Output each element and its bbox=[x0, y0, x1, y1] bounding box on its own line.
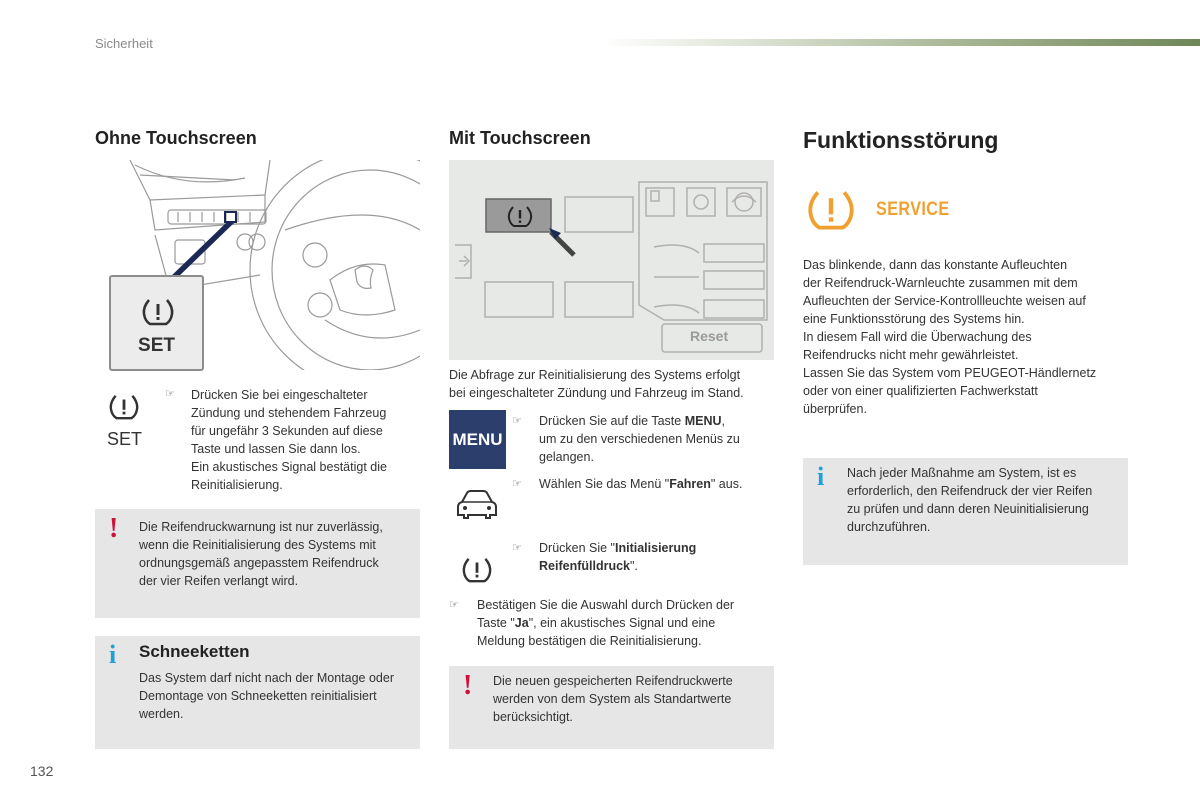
warning-icon: ! bbox=[463, 670, 473, 701]
middle-intro-text: Die Abfrage zur Reinitialisierung des Systems erfolgt bei eingeschalteter Zündung und Fahrzeug im Stand. bbox=[449, 368, 744, 400]
right-paragraph: Das blinkende, dann das konstante Aufleuchten der Reifendruck-Warnleuchte zusammen mit dem Aufleuchten der Service-Kontrollleuchte weisen auf eine Funktionsstörung des Systems hin. In diesem Fall wird die Überwachung des Reifendrucks nicht mehr gewährleistet. Lassen Sie das System vom PEUGEOT-Händlernetz oder von einer qualifizierten Fachwerkstatt überprüfen. bbox=[803, 258, 1097, 416]
tire-pressure-warning-icon bbox=[806, 188, 856, 237]
left-column-title: Ohne Touchscreen bbox=[95, 128, 257, 148]
right-info-text: Nach jeder Maßnahme am System, ist es erforderlich, den Reifendruck der vier Reifen zu prüfen und dann deren Neuinitialisierung durchzuführen. bbox=[847, 466, 1093, 534]
car-icon bbox=[456, 488, 498, 525]
step-bullet: ☞ bbox=[512, 542, 522, 554]
tire-pressure-warning-icon bbox=[107, 393, 141, 421]
step-bullet: ☞ bbox=[512, 415, 522, 427]
right-column-title: Funktionsstörung bbox=[803, 127, 999, 153]
middle-confirm-text: Bestätigen Sie die Auswahl durch Drücken der Taste "Ja", ein akustisches Signal und eine Meldung bestätigen die Reinitialisierung. bbox=[477, 598, 735, 648]
left-warning-text: Die Reifendruckwarnung ist nur zuverlässig, wenn die Reinitialisierung des Systems mit ordnungsgemäß angepasstem Reifendruck der vier Reifen verlangt wird. bbox=[139, 520, 383, 588]
step-bullet: ☞ bbox=[449, 599, 459, 611]
step-bullet: ☞ bbox=[165, 388, 175, 400]
left-step-text: Drücken Sie bei eingeschalteter Zündung und stehendem Fahrzeug für ungefähr 3 Sekunden auf diese Taste und lassen Sie dann los. Ein akustisches Signal bestätigt die Reinitialisierung. bbox=[191, 388, 387, 492]
reset-button-label: Reset bbox=[690, 328, 729, 344]
info-icon: i bbox=[109, 640, 117, 669]
warning-icon: ! bbox=[109, 513, 119, 544]
set-button-zoom bbox=[109, 275, 204, 371]
schneeketten-text: Das System darf nicht nach der Montage oder Demontage von Schneeketten reinitialisiert werden. bbox=[139, 671, 394, 721]
schneeketten-title: Schneeketten bbox=[139, 642, 250, 661]
middle-warning-text: Die neuen gespeicherten Reifendruckwerte werden von dem System als Standartwerte berücksichtigt. bbox=[493, 674, 733, 724]
info-icon: i bbox=[817, 462, 825, 491]
menu-button-icon: MENU bbox=[449, 410, 506, 469]
set-icon-label: SET bbox=[107, 429, 143, 449]
page-number: 132 bbox=[30, 763, 54, 779]
middle-column-title: Mit Touchscreen bbox=[449, 128, 591, 148]
tire-pressure-warning-icon bbox=[141, 297, 175, 327]
left-warning-box bbox=[95, 509, 420, 618]
set-icon bbox=[107, 393, 141, 448]
service-warning-label: SERVICE bbox=[876, 199, 950, 220]
step-bullet: ☞ bbox=[512, 478, 522, 490]
set-button-label: SET bbox=[138, 335, 175, 356]
right-info-box bbox=[803, 458, 1128, 565]
section-label: Sicherheit bbox=[95, 36, 153, 51]
middle-step-2-text: Wählen Sie das Menü "Fahren" aus. bbox=[539, 477, 743, 491]
middle-warning-box bbox=[449, 666, 774, 749]
touchscreen-illustration bbox=[449, 160, 774, 360]
middle-step-1-text: Drücken Sie auf die Taste MENU, um zu den verschiedenen Menüs zu gelangen. bbox=[539, 414, 740, 464]
header-bar bbox=[600, 39, 1200, 46]
tire-pressure-warning-icon bbox=[461, 556, 493, 589]
schneeketten-info-box bbox=[95, 636, 420, 749]
middle-step-3-text: Drücken Sie "Initialisierung Reifenfülldruck". bbox=[539, 541, 697, 573]
